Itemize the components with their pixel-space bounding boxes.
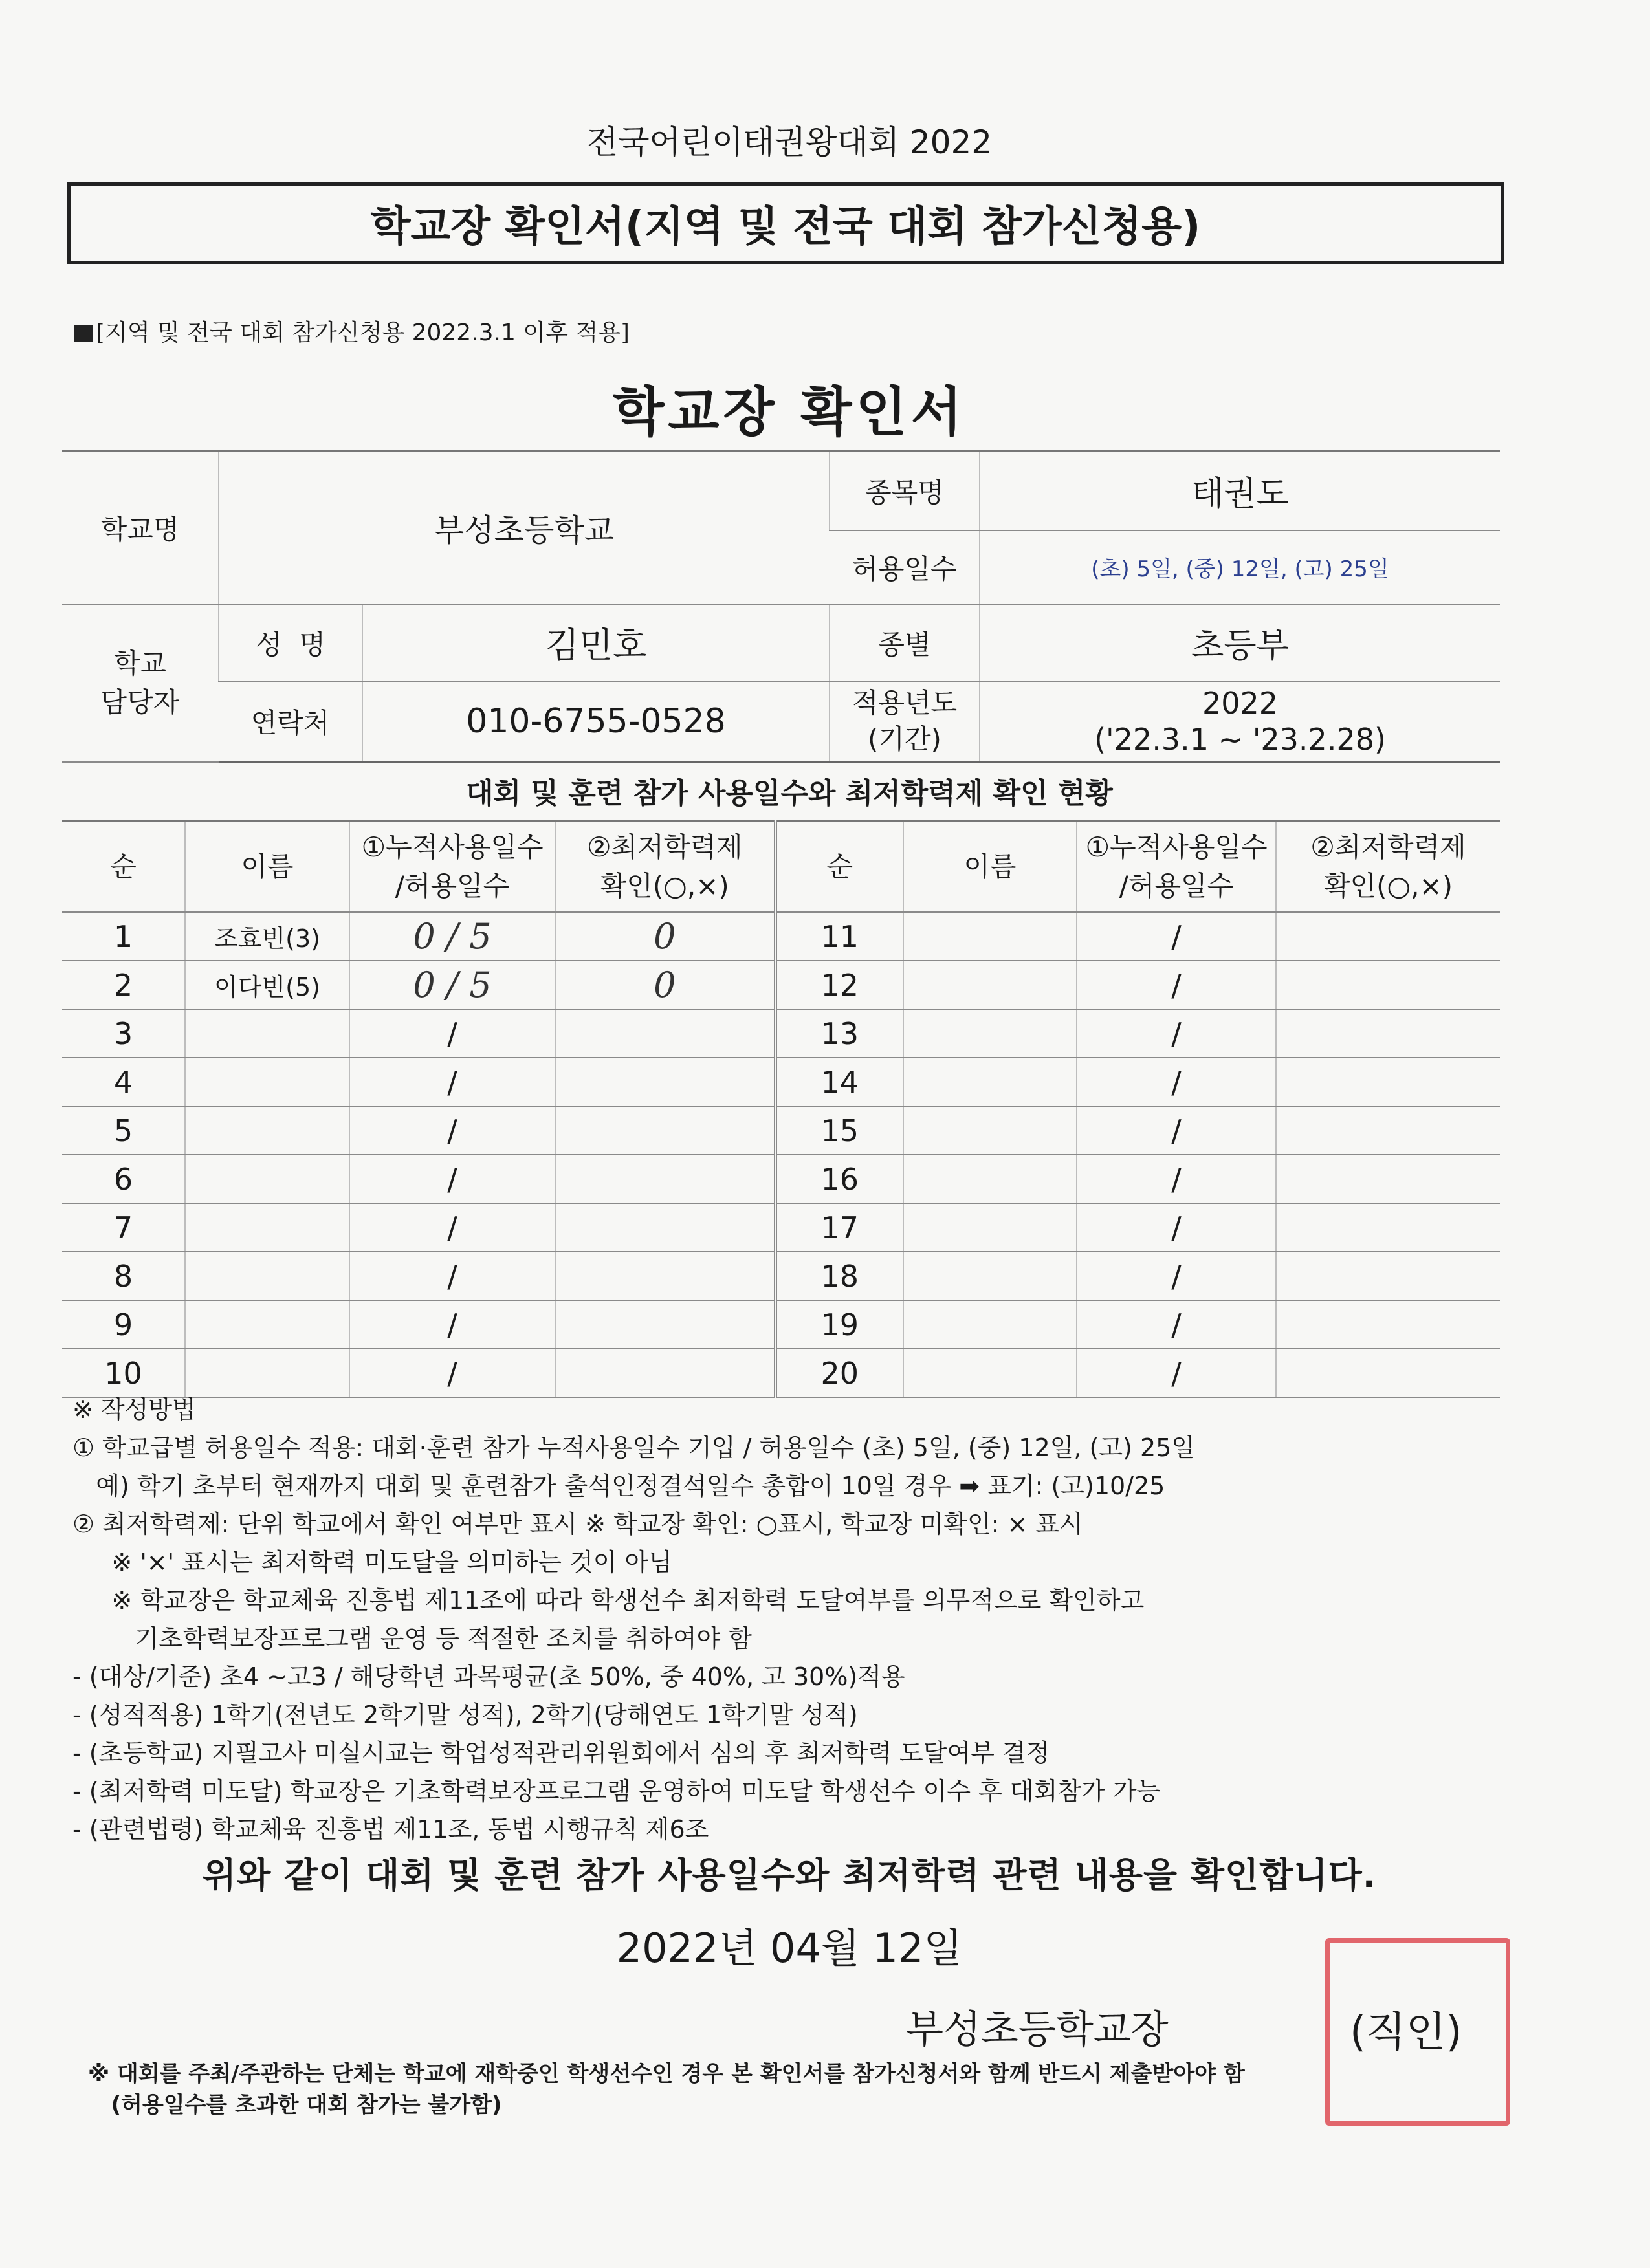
min-academic-check [555,1252,775,1300]
allowed-days-value: (초) 5일, (중) 12일, (고) 25일 [980,530,1500,604]
student-name [903,1106,1077,1155]
days-used: / [349,1058,555,1106]
table-row [62,961,1500,1009]
section-title: 대회 및 훈련 참가 사용일수와 최저학력제 확인 현황 [466,777,1113,810]
table-row [62,1349,1500,1397]
min-academic-check [1276,1155,1500,1203]
row-number: 20 [775,1349,903,1397]
confirmation-statement: 위와 같이 대회 및 훈련 참가 사용일수와 최저학력 관련 내용을 확인합니다. [202,1855,1377,1895]
table-row [62,912,1500,961]
row-number: 10 [62,1349,185,1397]
table-row [62,1106,1500,1155]
student-name [903,912,1077,961]
student-name [903,1349,1077,1397]
row-number: 8 [62,1252,185,1300]
student-name [185,1252,349,1300]
student-name [185,1155,349,1203]
student-name [185,1106,349,1155]
student-name [903,961,1077,1009]
days-used: / [1077,1106,1276,1155]
main-title: 학교장 확인서 [613,382,966,443]
usage-table [62,820,1500,1398]
row-number: 19 [775,1300,903,1349]
days-used: / [349,1155,555,1203]
col-days-right: ①누적사용일수 /허용일수 [1077,822,1276,913]
col-confirm-right: ②최저학력제 확인(○,×) [1276,822,1500,913]
col-confirm-left: ②최저학력제 확인(○,×) [555,822,775,913]
table-header-row [62,822,1500,913]
days-used: 0 / 5 [349,912,555,961]
row-number: 16 [775,1155,903,1203]
row-number: 11 [775,912,903,961]
student-name [903,1058,1077,1106]
row-number: 1 [62,912,185,961]
min-academic-check [555,1058,775,1106]
col-name-right: 이름 [903,822,1077,913]
row-number: 13 [775,1009,903,1058]
row-number: 7 [62,1203,185,1252]
instruction-line: ※ 학교장은 학교체육 진흥법 제11조에 따라 학생선수 최저학력 도달여부를 의무적으로 확인하고 [72,1586,1145,1615]
issue-date: 2022년 04월 12일 [616,1925,963,1972]
square-bullet-icon [74,325,93,342]
sport-label: 종목명 [830,452,980,530]
division-value: 초등부 [980,604,1500,682]
min-academic-check [555,1106,775,1155]
instruction-line: - (성적적용) 1학기(전년도 2학기말 성적), 2학기(당해연도 1학기말 성적) [72,1701,858,1729]
min-academic-check [1276,1106,1500,1155]
row-number: 12 [775,961,903,1009]
days-used: / [1077,1300,1276,1349]
table-row [62,1252,1500,1300]
student-name [185,1058,349,1106]
phone-value: 010-6755-0528 [362,682,830,762]
days-used: / [1077,1009,1276,1058]
min-academic-check [555,1349,775,1397]
days-used: / [349,1203,555,1252]
days-used: / [349,1300,555,1349]
table-row [62,1058,1500,1106]
col-days-left: ①누적사용일수 /허용일수 [349,822,555,913]
min-academic-check [1276,1300,1500,1349]
row-number: 17 [775,1203,903,1252]
student-name [903,1155,1077,1203]
applied-note-text: [지역 및 전국 대회 참가신청용 2022.3.1 이후 적용] [96,320,630,346]
days-used: / [349,1252,555,1300]
student-name: 조효빈(3) [185,912,349,961]
event-title: 전국어린이태권왕대회 2022 [586,124,993,161]
days-used: / [349,1009,555,1058]
min-academic-check [1276,961,1500,1009]
row-number: 9 [62,1300,185,1349]
min-academic-check: 0 [555,961,775,1009]
sport-value: 태권도 [980,452,1500,530]
row-number: 5 [62,1106,185,1155]
applied-note [74,314,630,347]
row-number: 2 [62,961,185,1009]
min-academic-check: 0 [555,912,775,961]
days-used: / [1077,961,1276,1009]
days-used: / [1077,1349,1276,1397]
instruction-line: 예) 학기 초부터 현재까지 대회 및 훈련참가 출석인정결석일수 총합이 10일 경우 ➡ 표기: (고)10/25 [72,1472,1165,1500]
student-name [185,1300,349,1349]
row-number: 4 [62,1058,185,1106]
col-no-left: 순 [62,822,185,913]
student-name [903,1252,1077,1300]
name-label: 성 명 [219,604,362,682]
instruction-line: ※ 작성방법 [72,1395,196,1424]
table-row [62,1300,1500,1349]
days-used: / [1077,1252,1276,1300]
allowed-days-label: 허용일수 [830,530,980,604]
min-academic-check [555,1009,775,1058]
instruction-line: ① 학교급별 허용일수 적용: 대회·훈련 참가 누적사용일수 기입 / 허용일수 (초) 5일, (중) 12일, (고) 25일 [72,1434,1196,1462]
student-name [185,1203,349,1252]
days-used: / [349,1349,555,1397]
row-number: 3 [62,1009,185,1058]
school-label: 학교명 [62,452,219,604]
phone-label: 연락처 [219,682,362,762]
school-value: 부성초등학교 [219,452,830,604]
min-academic-check [1276,912,1500,961]
student-name: 이다빈(5) [185,961,349,1009]
min-academic-check [1276,1009,1500,1058]
table-row [62,1203,1500,1252]
min-academic-check [555,1300,775,1349]
min-academic-check [1276,1203,1500,1252]
form-title-box [67,182,1504,264]
instruction-line: ※ '×' 표시는 최저학력 미도달을 의미하는 것이 아님 [72,1548,672,1576]
instruction-line: 기초학력보장프로그램 운영 등 적절한 조치를 취하여야 함 [72,1624,753,1653]
student-name [185,1009,349,1058]
row-number: 15 [775,1106,903,1155]
period-value: 2022 ('22.3.1 ~ '23.2.28) [980,682,1500,762]
days-used: / [1077,912,1276,961]
student-name [903,1009,1077,1058]
min-academic-check [1276,1349,1500,1397]
col-name-left: 이름 [185,822,349,913]
days-used: / [1077,1203,1276,1252]
seal-label: (직인) [1350,2009,1462,2056]
contact-group-label: 학교 담당자 [62,604,219,762]
row-number: 14 [775,1058,903,1106]
footnote: ※ 대회를 주최/주관하는 단체는 학교에 재학중인 학생선수인 경우 본 확인서를 참가신청서와 함께 반드시 제출받아야 함 (허용일수를 초과한 대회 참가는 불가함) [88,2061,1245,2118]
student-name [903,1300,1077,1349]
period-label: 적용년도 (기간) [830,682,980,762]
instruction-line: - (관련법령) 학교체육 진흥법 제11조, 동법 시행규칙 제6조 [72,1815,709,1844]
table-row [62,1009,1500,1058]
col-no-right: 순 [775,822,903,913]
days-used: / [1077,1058,1276,1106]
days-used: / [1077,1155,1276,1203]
instruction-line: ② 최저학력제: 단위 학교에서 확인 여부만 표시 ※ 학교장 확인: ○표시, 학교장 미확인: × 표시 [72,1510,1083,1538]
min-academic-check [555,1203,775,1252]
min-academic-check [1276,1252,1500,1300]
instruction-line: - (최저학력 미도달) 학교장은 기초학력보장프로그램 운영하여 미도달 학생선수 이수 후 대회참가 가능 [72,1777,1161,1805]
row-number: 6 [62,1155,185,1203]
name-value: 김민호 [362,604,830,682]
student-name [903,1203,1077,1252]
principal-name: 부성초등학교장 [906,2007,1169,2053]
info-table [62,450,1500,763]
row-number: 18 [775,1252,903,1300]
days-used: / [349,1106,555,1155]
instruction-line: - (대상/기준) 초4 ~고3 / 해당학년 과목평균(초 50%, 중 40%, 고 30%)적용 [72,1663,905,1691]
writing-instructions [72,1391,1496,1849]
days-used: 0 / 5 [349,961,555,1009]
student-name [185,1349,349,1397]
min-academic-check [1276,1058,1500,1106]
form-title: 학교장 확인서(지역 및 전국 대회 참가신청용) [370,203,1201,251]
table-row [62,1155,1500,1203]
division-label: 종별 [830,604,980,682]
instruction-line: - (초등학교) 지필고사 미실시교는 학업성적관리위원회에서 심의 후 최저학력 도달여부 결정 [72,1739,1050,1767]
min-academic-check [555,1155,775,1203]
